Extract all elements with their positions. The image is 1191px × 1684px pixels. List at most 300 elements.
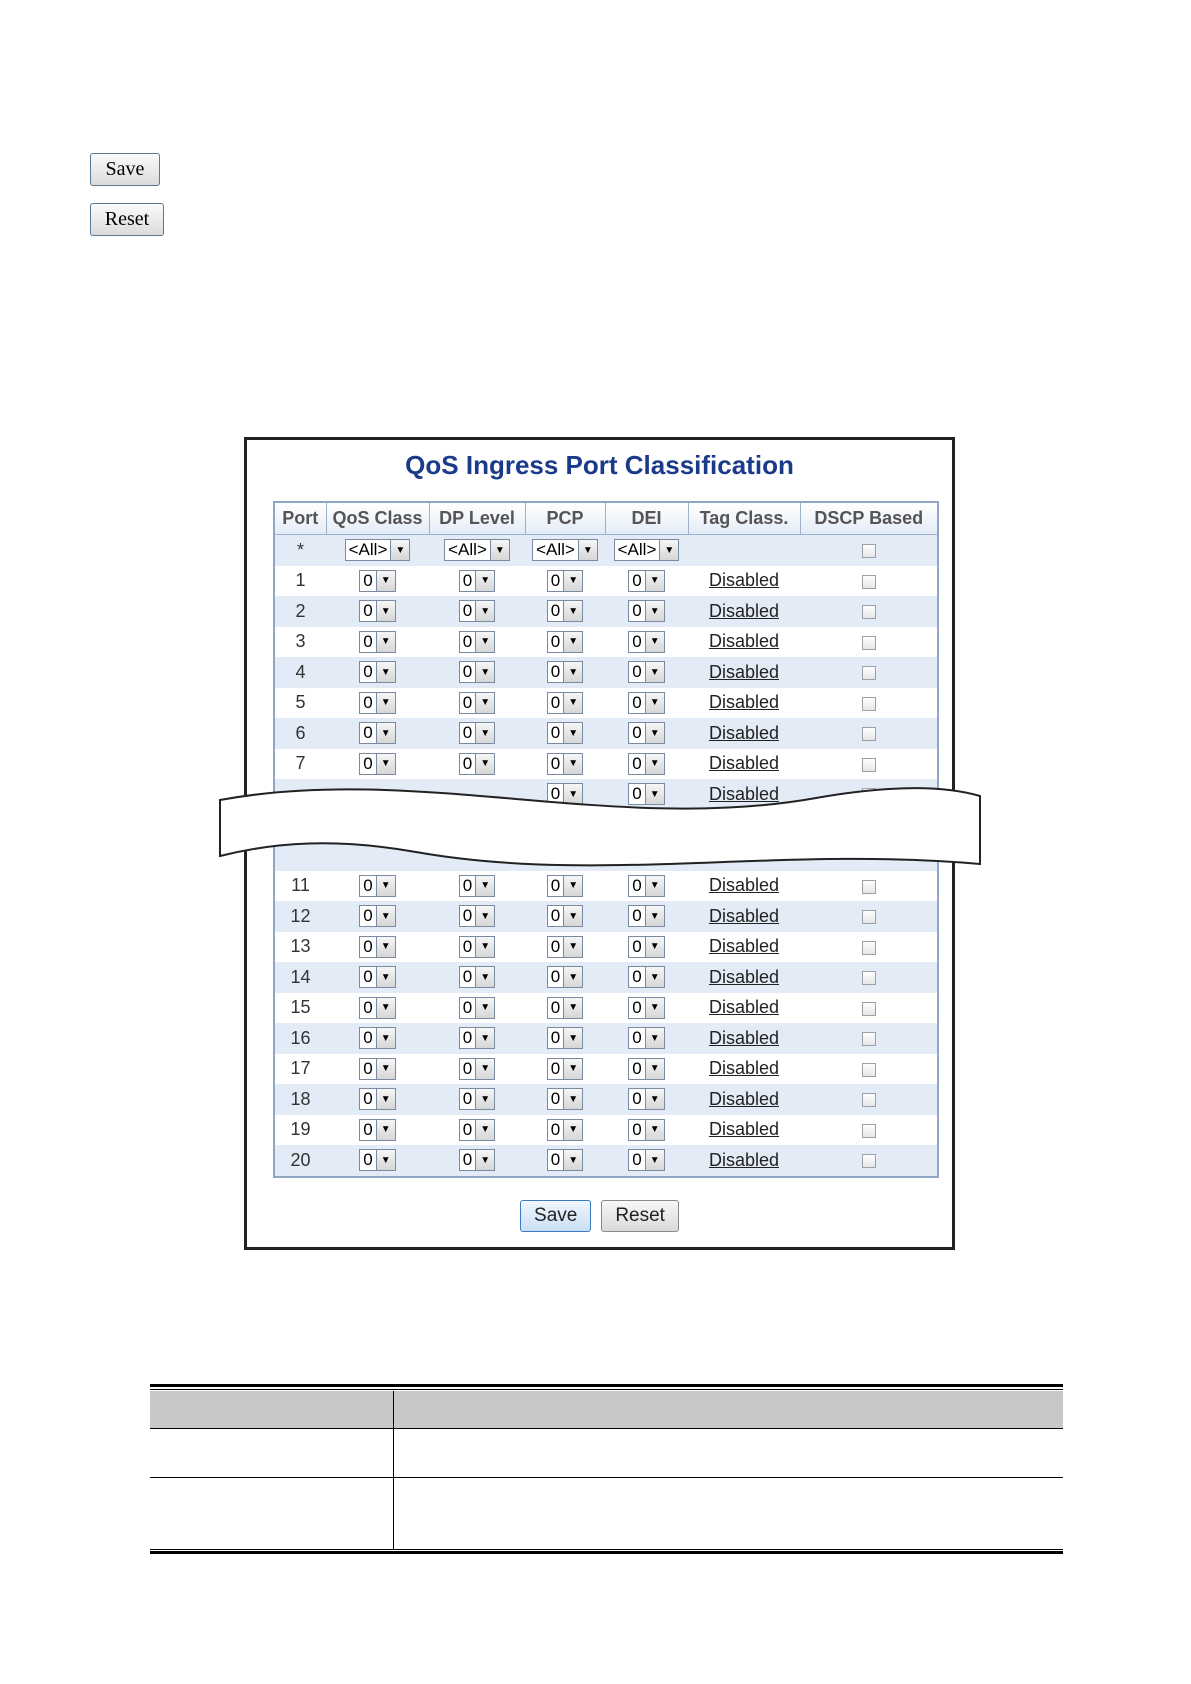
tag-class-link[interactable]: Disabled <box>708 692 780 713</box>
value-dropdown[interactable] <box>628 753 664 775</box>
tag-class-link[interactable]: Disabled <box>708 1058 780 1079</box>
dropdown-value: 0 <box>632 1058 642 1078</box>
tag-class-link[interactable]: Disabled <box>708 661 780 682</box>
chevron-down-icon: ▼ <box>376 754 395 774</box>
dropdown-value: <All> <box>536 540 575 560</box>
value-dropdown[interactable] <box>547 966 583 988</box>
chevron-down-icon: ▼ <box>645 1150 664 1170</box>
chevron-down-icon: ▼ <box>475 1059 494 1079</box>
chevron-down-icon: ▼ <box>376 1089 395 1109</box>
dropdown-value: 0 <box>632 875 642 895</box>
dscp-based-checkbox[interactable] <box>862 544 876 558</box>
chevron-down-icon: ▼ <box>645 1120 664 1140</box>
tag-class-link[interactable]: Disabled <box>708 875 780 896</box>
value-dropdown[interactable] <box>459 631 495 653</box>
value-dropdown[interactable] <box>547 1058 583 1080</box>
value-dropdown[interactable] <box>345 539 411 561</box>
dscp-based-checkbox[interactable] <box>862 941 876 955</box>
chevron-down-icon: ▼ <box>376 937 395 957</box>
value-dropdown[interactable] <box>547 753 583 775</box>
value-dropdown[interactable] <box>628 875 664 897</box>
chevron-down-icon: ▼ <box>563 723 582 743</box>
table-row <box>274 1054 938 1085</box>
value-dropdown[interactable] <box>547 905 583 927</box>
dropdown-value: 0 <box>632 1150 642 1170</box>
dscp-based-checkbox[interactable] <box>862 910 876 924</box>
chevron-down-icon: ▼ <box>376 1120 395 1140</box>
chevron-down-icon: ▼ <box>645 998 664 1018</box>
value-dropdown[interactable] <box>614 539 680 561</box>
value-dropdown[interactable] <box>547 631 583 653</box>
table-row <box>274 962 938 993</box>
chevron-down-icon: ▼ <box>645 601 664 621</box>
dropdown-value: 0 <box>462 753 473 773</box>
table-row <box>274 1023 938 1054</box>
value-dropdown[interactable] <box>359 1088 395 1110</box>
dropdown-value: 0 <box>363 1089 373 1109</box>
value-dropdown[interactable] <box>547 722 583 744</box>
port-label: 7 <box>295 753 306 774</box>
value-dropdown[interactable] <box>459 905 495 927</box>
chevron-down-icon: ▼ <box>563 937 582 957</box>
dscp-based-checkbox[interactable] <box>862 758 876 772</box>
dscp-based-checkbox[interactable] <box>862 880 876 894</box>
dropdown-value: 0 <box>462 936 473 956</box>
table-row <box>274 749 938 780</box>
dscp-based-checkbox[interactable] <box>862 1063 876 1077</box>
value-dropdown[interactable] <box>359 966 395 988</box>
dropdown-value: 0 <box>363 875 373 895</box>
chevron-down-icon: ▼ <box>475 662 494 682</box>
chevron-down-icon: ▼ <box>563 571 582 591</box>
chevron-down-icon: ▼ <box>645 662 664 682</box>
table-row <box>274 901 938 932</box>
port-label: 20 <box>290 1149 311 1170</box>
dropdown-value: 0 <box>632 692 642 712</box>
value-dropdown[interactable] <box>628 1088 664 1110</box>
table-row <box>274 1084 938 1115</box>
dropdown-value: 0 <box>363 997 373 1017</box>
column-header: DEI <box>605 502 688 535</box>
value-dropdown[interactable] <box>359 875 395 897</box>
value-dropdown[interactable] <box>547 570 583 592</box>
dropdown-value: <All> <box>448 540 487 560</box>
dropdown-value: 0 <box>550 1028 561 1048</box>
dropdown-value: 0 <box>550 936 561 956</box>
value-dropdown[interactable] <box>459 936 495 958</box>
port-label: 3 <box>295 631 306 652</box>
dropdown-value: 0 <box>363 967 373 987</box>
value-dropdown[interactable] <box>628 1119 664 1141</box>
dropdown-value: 0 <box>632 601 642 621</box>
dscp-based-checkbox[interactable] <box>862 1154 876 1168</box>
dscp-based-checkbox[interactable] <box>862 1002 876 1016</box>
chevron-down-icon: ▼ <box>578 540 597 560</box>
dscp-based-checkbox[interactable] <box>862 636 876 650</box>
save-button[interactable]: Save <box>520 1200 591 1232</box>
value-dropdown[interactable] <box>547 692 583 714</box>
chevron-down-icon: ▼ <box>563 632 582 652</box>
dropdown-value: 0 <box>462 1119 473 1139</box>
chevron-down-icon: ▼ <box>645 754 664 774</box>
dropdown-value: 0 <box>462 570 473 590</box>
chevron-down-icon: ▼ <box>376 571 395 591</box>
table-row <box>274 566 938 597</box>
table-row <box>274 993 938 1024</box>
value-dropdown[interactable] <box>459 997 495 1019</box>
chevron-down-icon: ▼ <box>475 693 494 713</box>
dscp-based-checkbox[interactable] <box>862 727 876 741</box>
chevron-down-icon: ▼ <box>563 693 582 713</box>
port-label: * <box>296 539 304 560</box>
tag-class-link[interactable]: Disabled <box>708 753 780 774</box>
dropdown-value: 0 <box>462 1058 473 1078</box>
chevron-down-icon: ▼ <box>475 632 494 652</box>
dropdown-value: 0 <box>550 601 561 621</box>
value-dropdown[interactable] <box>459 1027 495 1049</box>
dropdown-value: 0 <box>462 692 473 712</box>
value-dropdown[interactable] <box>547 661 583 683</box>
chevron-down-icon: ▼ <box>645 693 664 713</box>
port-label: 11 <box>291 875 310 896</box>
top-save-button[interactable]: Save <box>90 153 160 186</box>
dropdown-value: 0 <box>550 753 561 773</box>
value-dropdown[interactable] <box>459 692 495 714</box>
chevron-down-icon: ▼ <box>376 967 395 987</box>
port-label: 6 <box>295 722 306 743</box>
chevron-down-icon: ▼ <box>563 1150 582 1170</box>
column-header: PCP <box>525 502 605 535</box>
chevron-down-icon: ▼ <box>645 876 664 896</box>
value-dropdown[interactable] <box>459 875 495 897</box>
tag-class-link[interactable]: Disabled <box>708 722 780 743</box>
reset-button[interactable]: Reset <box>601 1200 679 1232</box>
chevron-down-icon: ▼ <box>475 571 494 591</box>
dscp-based-checkbox[interactable] <box>862 666 876 680</box>
description-table-header <box>150 1391 1063 1428</box>
value-dropdown[interactable] <box>359 997 395 1019</box>
dropdown-value: 0 <box>550 1089 561 1109</box>
chevron-down-icon: ▼ <box>475 967 494 987</box>
chevron-down-icon: ▼ <box>376 723 395 743</box>
dropdown-value: 0 <box>462 631 473 651</box>
dscp-based-checkbox[interactable] <box>862 1124 876 1138</box>
value-dropdown[interactable] <box>628 722 664 744</box>
dropdown-value: 0 <box>462 662 473 682</box>
chevron-down-icon: ▼ <box>475 601 494 621</box>
chevron-down-icon: ▼ <box>645 784 664 804</box>
port-label: 14 <box>290 966 311 987</box>
dropdown-value: 0 <box>632 1028 642 1048</box>
value-dropdown[interactable] <box>459 661 495 683</box>
port-label: 16 <box>290 1027 311 1048</box>
port-label: 1 <box>295 570 306 591</box>
value-dropdown[interactable] <box>459 1149 495 1171</box>
tag-class-link[interactable]: Disabled <box>708 905 780 926</box>
dropdown-value: 0 <box>632 631 642 651</box>
dropdown-value: 0 <box>363 1150 373 1170</box>
column-header: DSCP Based <box>800 502 938 535</box>
port-label: 2 <box>295 600 306 621</box>
value-dropdown[interactable] <box>547 936 583 958</box>
dropdown-value: 0 <box>363 1028 373 1048</box>
value-dropdown[interactable] <box>628 997 664 1019</box>
chevron-down-icon: ▼ <box>475 937 494 957</box>
chevron-down-icon: ▼ <box>563 906 582 926</box>
table-row <box>274 657 938 688</box>
dropdown-value: 0 <box>550 1150 561 1170</box>
value-dropdown[interactable] <box>459 1088 495 1110</box>
value-dropdown[interactable] <box>359 692 395 714</box>
value-dropdown[interactable] <box>359 936 395 958</box>
dropdown-value: 0 <box>632 936 642 956</box>
value-dropdown[interactable] <box>459 722 495 744</box>
value-dropdown[interactable] <box>547 1149 583 1171</box>
dropdown-value: 0 <box>363 692 373 712</box>
value-dropdown[interactable] <box>359 1119 395 1141</box>
value-dropdown[interactable] <box>359 570 395 592</box>
value-dropdown[interactable] <box>459 966 495 988</box>
dropdown-value: 0 <box>632 1119 642 1139</box>
chevron-down-icon: ▼ <box>563 1028 582 1048</box>
top-reset-button[interactable]: Reset <box>90 203 164 236</box>
tag-class-link[interactable]: Disabled <box>708 631 780 652</box>
value-dropdown[interactable] <box>359 1149 395 1171</box>
dscp-based-checkbox[interactable] <box>862 605 876 619</box>
table-row <box>274 932 938 963</box>
chevron-down-icon: ▼ <box>659 540 678 560</box>
value-dropdown[interactable] <box>532 539 598 561</box>
dropdown-value: 0 <box>632 784 642 804</box>
chevron-down-icon: ▼ <box>376 998 395 1018</box>
value-dropdown[interactable] <box>459 1119 495 1141</box>
dropdown-value: 0 <box>363 936 373 956</box>
chevron-down-icon: ▼ <box>645 1059 664 1079</box>
dropdown-value: 0 <box>632 662 642 682</box>
table-header-row <box>274 502 938 535</box>
tag-class-link[interactable]: Disabled <box>708 1119 780 1140</box>
dscp-based-checkbox[interactable] <box>862 575 876 589</box>
column-header: DP Level <box>429 502 525 535</box>
dropdown-value: 0 <box>363 631 373 651</box>
value-dropdown[interactable] <box>628 631 664 653</box>
value-dropdown[interactable] <box>628 1058 664 1080</box>
dropdown-value: 0 <box>550 906 561 926</box>
dropdown-value: 0 <box>462 906 473 926</box>
value-dropdown[interactable] <box>459 600 495 622</box>
chevron-down-icon: ▼ <box>645 632 664 652</box>
value-dropdown[interactable] <box>359 600 395 622</box>
column-header: Port <box>274 502 326 535</box>
value-dropdown[interactable] <box>628 600 664 622</box>
tag-class-link[interactable]: Disabled <box>708 1088 780 1109</box>
chevron-down-icon: ▼ <box>475 876 494 896</box>
dropdown-value: 0 <box>363 662 373 682</box>
chevron-down-icon: ▼ <box>645 906 664 926</box>
chevron-down-icon: ▼ <box>563 967 582 987</box>
tag-class-link[interactable]: Disabled <box>708 600 780 621</box>
chevron-down-icon: ▼ <box>376 876 395 896</box>
tag-class-link[interactable]: Disabled <box>708 997 780 1018</box>
dropdown-value: 0 <box>462 723 473 743</box>
table-row <box>274 1145 938 1177</box>
chevron-down-icon: ▼ <box>475 998 494 1018</box>
value-dropdown[interactable] <box>359 1058 395 1080</box>
dropdown-value: 0 <box>550 784 561 804</box>
port-label: 4 <box>295 661 306 682</box>
value-dropdown[interactable] <box>628 692 664 714</box>
value-dropdown[interactable] <box>628 1027 664 1049</box>
chevron-down-icon: ▼ <box>376 601 395 621</box>
value-dropdown[interactable] <box>547 1027 583 1049</box>
tag-class-link[interactable]: Disabled <box>708 966 780 987</box>
value-dropdown[interactable] <box>359 753 395 775</box>
chevron-down-icon: ▼ <box>376 906 395 926</box>
value-dropdown[interactable] <box>359 631 395 653</box>
dropdown-value: 0 <box>550 631 561 651</box>
chevron-down-icon: ▼ <box>645 723 664 743</box>
dropdown-value: 0 <box>632 723 642 743</box>
chevron-down-icon: ▼ <box>563 601 582 621</box>
column-header: Tag Class. <box>688 502 800 535</box>
dropdown-value: 0 <box>363 906 373 926</box>
chevron-down-icon: ▼ <box>475 906 494 926</box>
dropdown-value: 0 <box>550 570 561 590</box>
tag-class-link[interactable]: Disabled <box>708 936 780 957</box>
dropdown-value: 0 <box>632 1089 642 1109</box>
dropdown-value: 0 <box>462 1089 473 1109</box>
chevron-down-icon: ▼ <box>563 754 582 774</box>
chevron-down-icon: ▼ <box>475 1028 494 1048</box>
value-dropdown[interactable] <box>359 722 395 744</box>
value-dropdown[interactable] <box>628 570 664 592</box>
figure-button-bar <box>247 1200 952 1232</box>
value-dropdown[interactable] <box>628 1149 664 1171</box>
value-dropdown[interactable] <box>359 1027 395 1049</box>
dropdown-value: 0 <box>462 601 473 621</box>
value-dropdown[interactable] <box>628 661 664 683</box>
chevron-down-icon: ▼ <box>563 784 582 804</box>
tag-class-link[interactable]: Disabled <box>708 783 780 804</box>
description-table <box>150 1384 1063 1554</box>
chevron-down-icon: ▼ <box>475 1089 494 1109</box>
table-row <box>274 688 938 719</box>
dropdown-value: 0 <box>550 1119 561 1139</box>
port-label: 15 <box>290 997 311 1018</box>
chevron-down-icon: ▼ <box>376 632 395 652</box>
chevron-down-icon: ▼ <box>475 1150 494 1170</box>
chevron-down-icon: ▼ <box>563 1089 582 1109</box>
table-row-all <box>274 535 938 566</box>
dropdown-value: 0 <box>363 1058 373 1078</box>
value-dropdown[interactable] <box>547 875 583 897</box>
table-row <box>274 627 938 658</box>
dropdown-value: 0 <box>632 570 642 590</box>
dropdown-value: 0 <box>462 1028 473 1048</box>
dropdown-value: 0 <box>363 1119 373 1139</box>
chevron-down-icon: ▼ <box>645 571 664 591</box>
dropdown-value: 0 <box>363 753 373 773</box>
dropdown-value: 0 <box>632 997 642 1017</box>
port-label: 13 <box>290 936 311 957</box>
table-row <box>274 1115 938 1146</box>
value-dropdown[interactable] <box>547 997 583 1019</box>
value-dropdown[interactable] <box>547 600 583 622</box>
chevron-down-icon: ▼ <box>645 967 664 987</box>
figure-title: QoS Ingress Port Classification <box>405 450 794 480</box>
chevron-down-icon: ▼ <box>563 1120 582 1140</box>
dropdown-value: 0 <box>462 1150 473 1170</box>
tag-class-link[interactable]: Disabled <box>708 570 780 591</box>
port-label: 12 <box>290 905 311 926</box>
dropdown-value: 0 <box>462 967 473 987</box>
dropdown-value: 0 <box>632 906 642 926</box>
chevron-down-icon: ▼ <box>376 1059 395 1079</box>
chevron-down-icon: ▼ <box>645 1028 664 1048</box>
dropdown-value: 0 <box>363 601 373 621</box>
dropdown-value: 0 <box>462 875 473 895</box>
dropdown-value: 0 <box>550 875 561 895</box>
value-dropdown[interactable] <box>547 1119 583 1141</box>
column-header: QoS Class <box>326 502 429 535</box>
port-label: 5 <box>295 692 306 713</box>
tag-class-link[interactable]: Disabled <box>708 1027 780 1048</box>
value-dropdown[interactable] <box>547 1088 583 1110</box>
dropdown-value: 0 <box>550 723 561 743</box>
dropdown-value: 0 <box>550 967 561 987</box>
dscp-based-checkbox[interactable] <box>862 1093 876 1107</box>
dscp-based-checkbox[interactable] <box>862 1032 876 1046</box>
dropdown-value: 0 <box>550 997 561 1017</box>
dropdown-value: 0 <box>632 967 642 987</box>
dropdown-value: 0 <box>462 997 473 1017</box>
value-dropdown[interactable] <box>359 661 395 683</box>
table-break-marker <box>216 776 984 876</box>
chevron-down-icon: ▼ <box>475 754 494 774</box>
dropdown-value: <All> <box>348 540 388 560</box>
dropdown-value: 0 <box>363 723 373 743</box>
chevron-down-icon: ▼ <box>645 1089 664 1109</box>
dropdown-value: 0 <box>363 570 373 590</box>
value-dropdown[interactable] <box>628 966 664 988</box>
value-dropdown[interactable] <box>459 1058 495 1080</box>
chevron-down-icon: ▼ <box>563 998 582 1018</box>
value-dropdown[interactable] <box>459 753 495 775</box>
chevron-down-icon: ▼ <box>390 540 409 560</box>
chevron-down-icon: ▼ <box>376 1150 395 1170</box>
dropdown-value: 0 <box>632 753 642 773</box>
value-dropdown[interactable] <box>359 905 395 927</box>
value-dropdown[interactable] <box>628 936 664 958</box>
dscp-based-checkbox[interactable] <box>862 971 876 985</box>
chevron-down-icon: ▼ <box>475 1120 494 1140</box>
value-dropdown[interactable] <box>628 905 664 927</box>
chevron-down-icon: ▼ <box>376 662 395 682</box>
dropdown-value: <All> <box>617 540 657 560</box>
dropdown-value: 0 <box>550 662 561 682</box>
table-row <box>274 596 938 627</box>
tag-class-link[interactable]: Disabled <box>708 1149 780 1170</box>
port-label: 17 <box>290 1058 311 1079</box>
chevron-down-icon: ▼ <box>563 1059 582 1079</box>
dscp-based-checkbox[interactable] <box>862 697 876 711</box>
value-dropdown[interactable] <box>459 570 495 592</box>
value-dropdown[interactable] <box>444 539 510 561</box>
dropdown-value: 0 <box>550 692 561 712</box>
chevron-down-icon: ▼ <box>563 662 582 682</box>
chevron-down-icon: ▼ <box>490 540 509 560</box>
table-row <box>274 718 938 749</box>
